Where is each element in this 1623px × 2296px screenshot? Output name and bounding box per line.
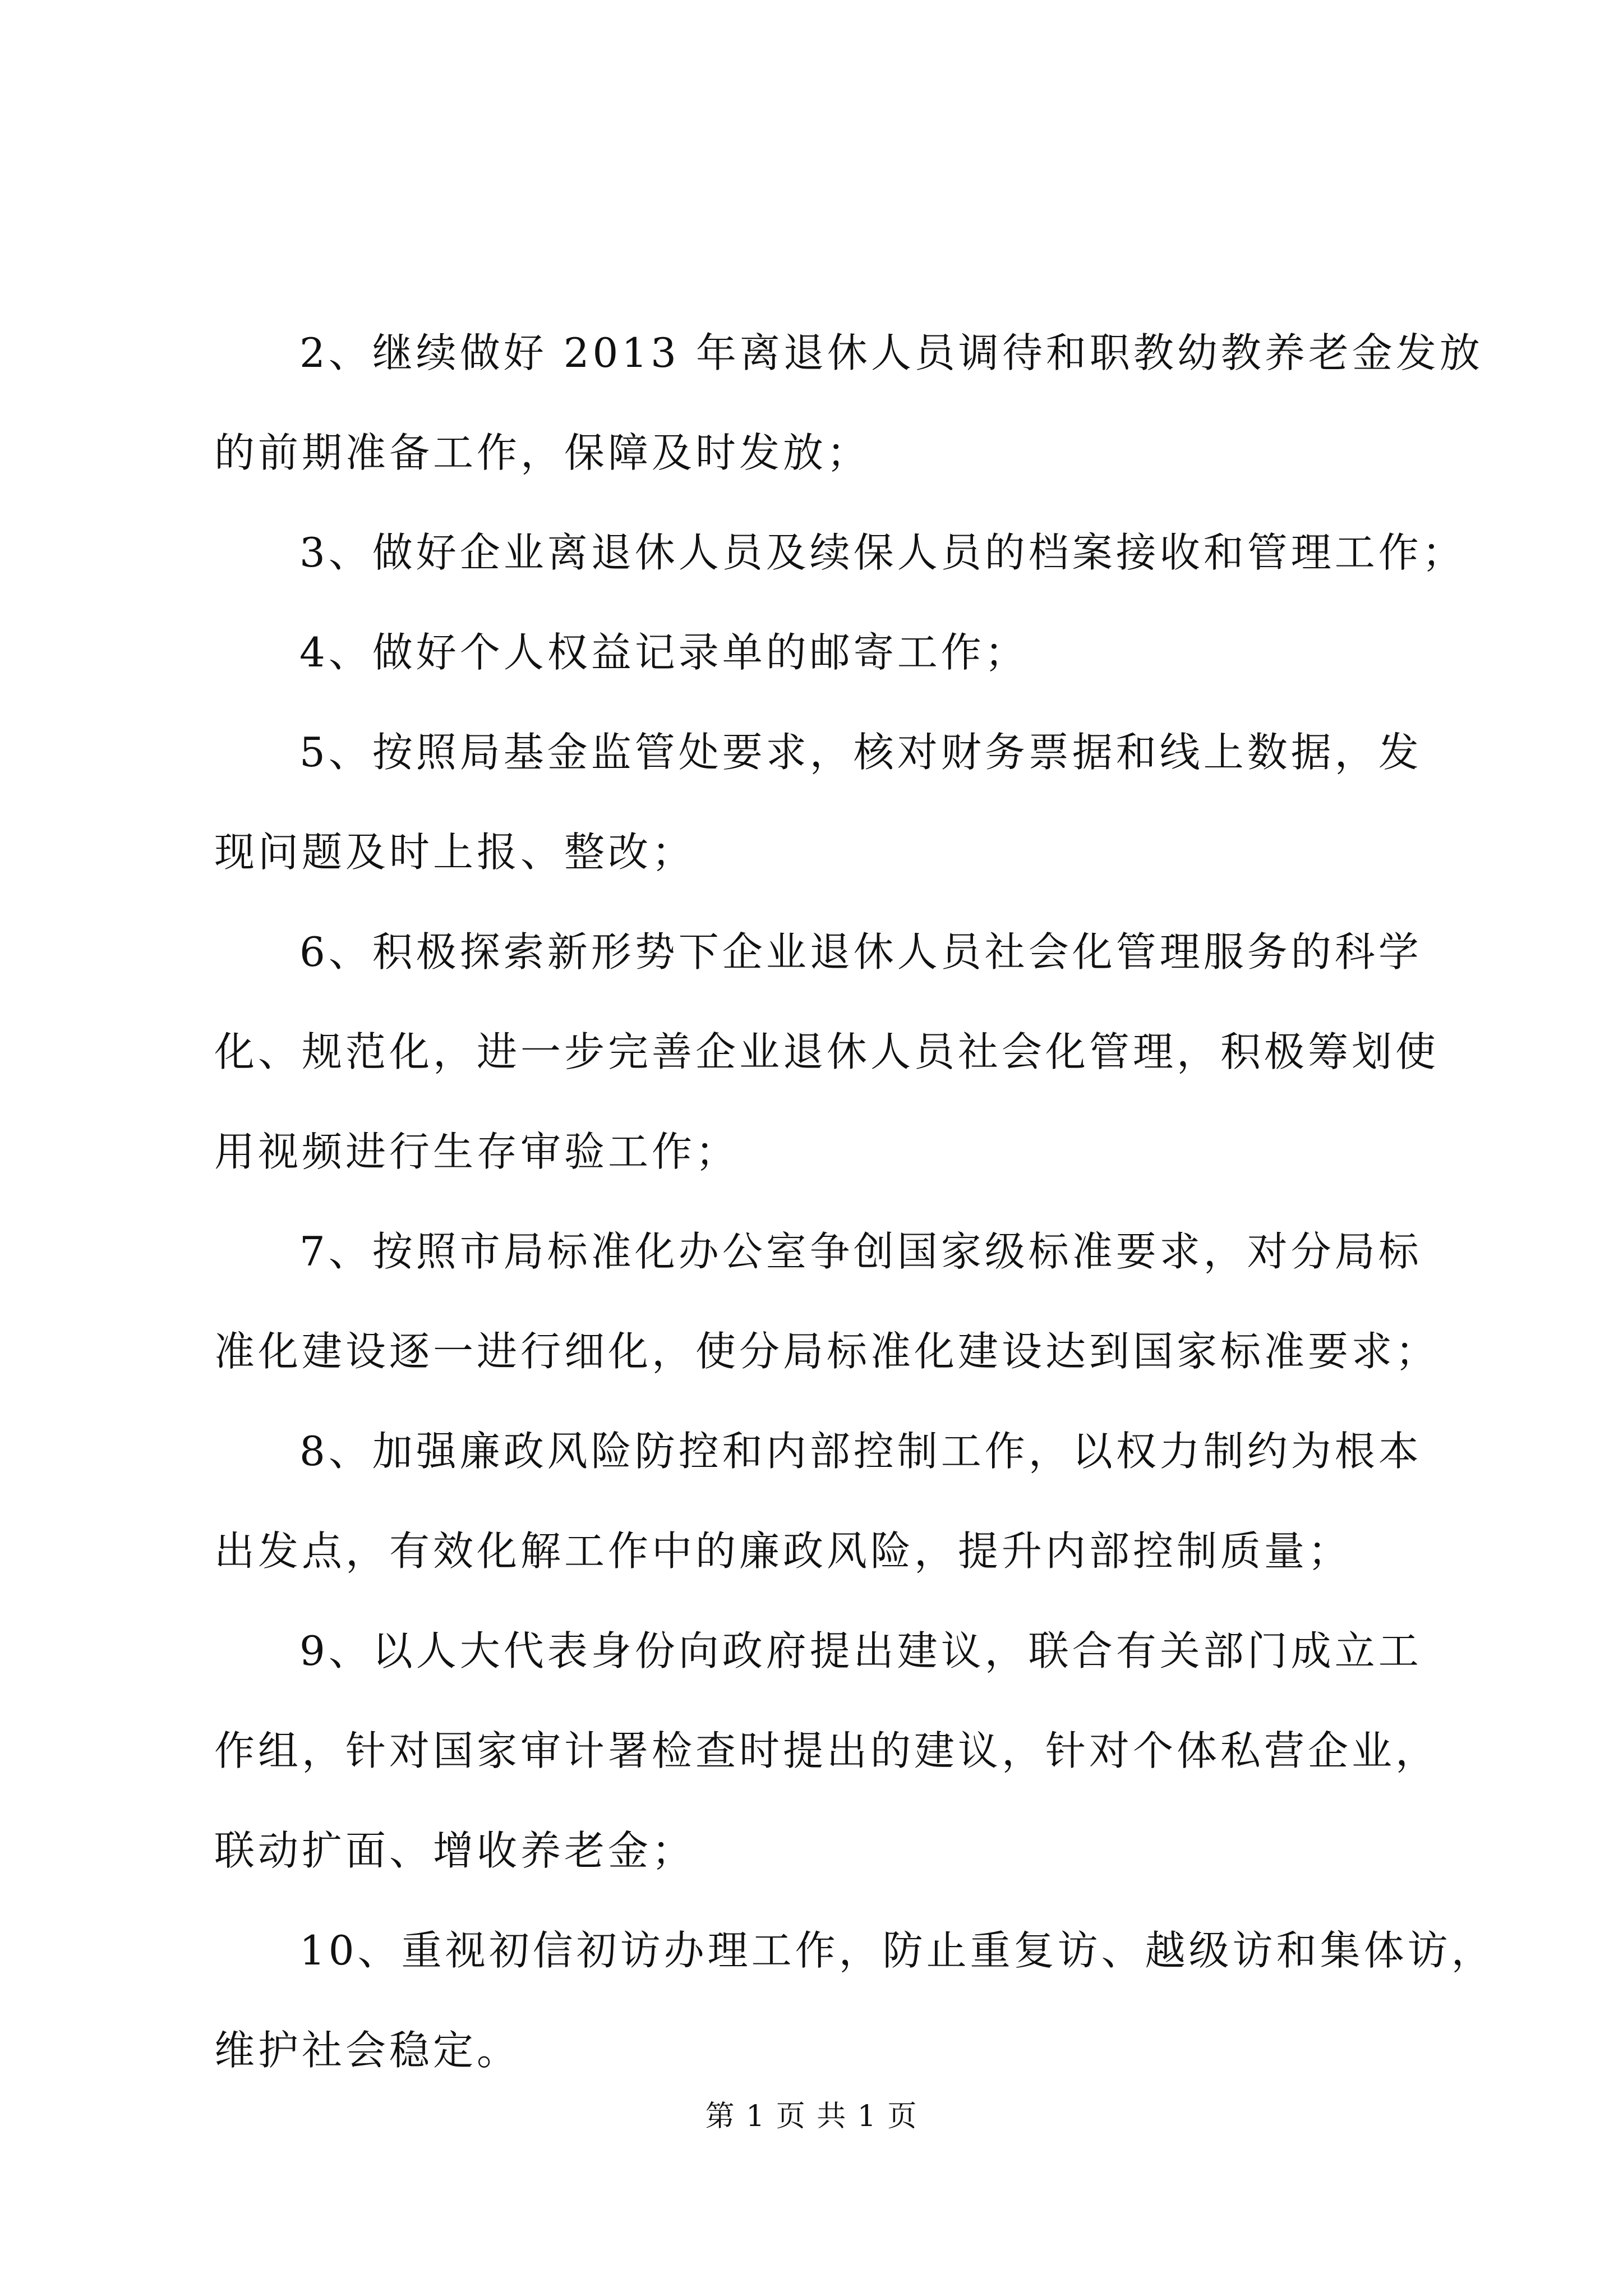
paragraph-item-2: [214, 303, 1483, 503]
paragraph-item-8: [214, 1401, 1422, 1601]
paragraph-line: 5、按照局基金监管处要求，核对财务票据和线上数据，发: [299, 729, 1422, 776]
document-body: [214, 303, 1495, 2100]
paragraph-line: 联动扩面、增收养老金；: [214, 1827, 696, 1874]
paragraph-line: 8、加强廉政风险防控和内部控制工作，以权力制约为根本: [299, 1428, 1422, 1475]
paragraph-line: 化、规范化，进一步完善企业退休人员社会化管理，积极筹划使: [214, 1028, 1440, 1075]
paragraph-item-3: [214, 503, 1466, 602]
paragraph-line: 7、按照市局标准化办公室争创国家级标准要求，对分局标: [299, 1228, 1422, 1275]
paragraph-line: 4、做好个人权益记录单的邮寄工作；: [299, 629, 1029, 676]
paragraph-item-9: [214, 1601, 1440, 1901]
paragraph-line: 出发点，有效化解工作中的廉政风险，提升内部控制质量；: [214, 1527, 1352, 1575]
paragraph-item-5: [214, 702, 1422, 902]
paragraph-line: 作组，针对国家审计署检查时提出的建议，针对个体私营企业，: [214, 1727, 1440, 1774]
paragraph-item-7: [214, 1202, 1440, 1401]
paragraph-line: 6、积极探索新形势下企业退休人员社会化管理服务的科学: [299, 928, 1422, 976]
paragraph-line: 用视频进行生存审验工作；: [214, 1128, 740, 1175]
paragraph-line: 3、做好企业离退休人员及续保人员的档案接收和管理工作；: [299, 529, 1466, 576]
paragraph-line: 10、重视初信初访办理工作，防止重复访、越级访和集体访，: [299, 1927, 1495, 1974]
page-number-footer: 第 1 页 共 1 页: [705, 2100, 918, 2133]
paragraph-item-6: [214, 902, 1440, 1202]
paragraph-line: 9、以人大代表身份向政府提出建议，联合有关部门成立工: [299, 1627, 1422, 1674]
paragraph-line: 现问题及时上报、整改；: [214, 829, 696, 876]
paragraph-line: 的前期准备工作，保障及时发放；: [214, 429, 871, 476]
paragraph-line: 维护社会稳定。: [214, 2027, 521, 2074]
paragraph-line: 准化建设逐一进行细化，使分局标准化建设达到国家标准要求；: [214, 1328, 1440, 1375]
paragraph-line: 2、继续做好 2013 年离退休人员调待和职教幼教养老金发放: [299, 329, 1483, 376]
paragraph-item-10: [214, 1901, 1495, 2100]
paragraph-item-4: [214, 602, 1418, 702]
